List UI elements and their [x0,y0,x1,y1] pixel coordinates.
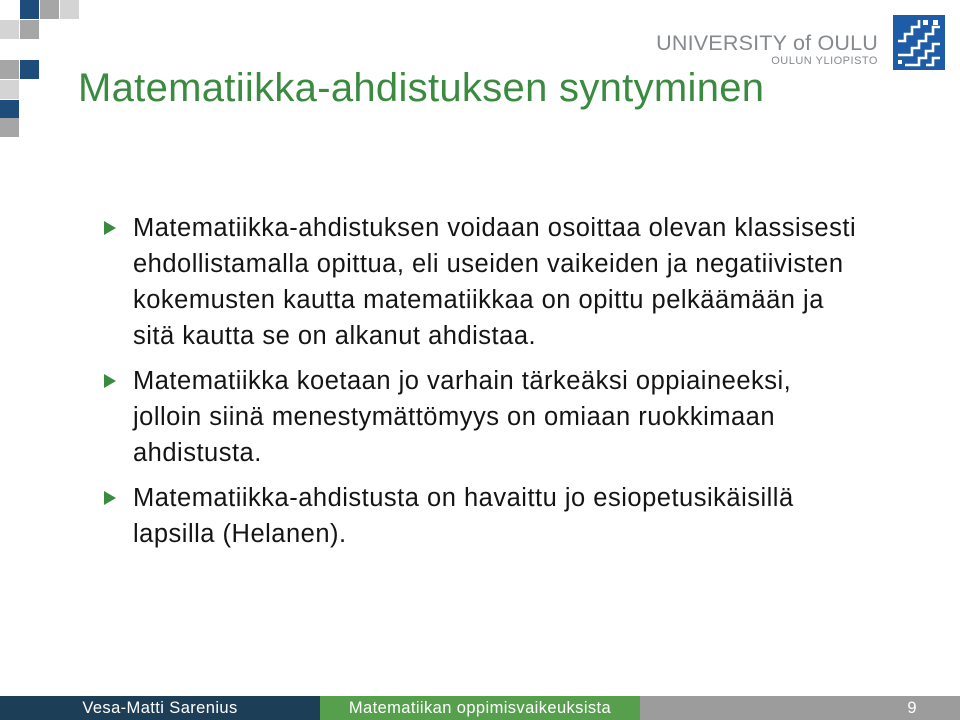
decor-square [20,0,39,19]
bullet-line: Matematiikka koetaan jo varhain tärkeäksi oppiaineeksi, [133,367,792,395]
university-of-oulu-logo-icon [893,15,945,70]
bullet-line: lapsilla (Helanen). [133,520,347,548]
bullet-line: sitä kautta se on alkanut ahdistaa. [133,322,537,350]
footer-author: Vesa-Matti Sarenius [0,696,320,720]
bullet-item [0,210,960,354]
bullet-list [0,210,960,561]
bullet-item [0,363,960,471]
triangle-bullet-icon [104,221,116,235]
decor-square [40,0,59,19]
university-wordmark [656,31,878,67]
decor-square [60,0,79,19]
decor-square [0,118,19,137]
bullet-item [0,480,960,552]
university-name-finnish: OULUN YLIOPISTO [771,55,878,67]
footer [0,696,960,720]
decorative-square-pattern [0,0,80,140]
decor-square [20,20,39,39]
bullet-line: Matematiikka-ahdistuksen voidaan osoittaa olevan klassisesti [133,214,857,242]
decor-square [0,20,19,39]
university-name: UNIVERSITY of OULU [656,31,878,55]
bullet-line: jolloin siinä menestymättömyys on omiaan ruokkimaan [133,403,776,431]
footer-talk-title: Matematiikan oppimisvaikeuksista [320,696,640,720]
triangle-bullet-icon [104,374,116,388]
slide-title: Matematiikka-ahdistuksen syntyminen [78,66,765,110]
decor-square [20,60,39,79]
decor-square [0,100,19,119]
footer-page-number: 9 [640,696,960,720]
decor-square [0,80,19,99]
decor-square [0,60,19,79]
bullet-line: ehdollistamalla opittua, eli useiden vaikeiden ja negatiivisten [133,250,844,278]
bullet-line: kokemusten kautta matematiikkaa on opittu pelkäämään ja [133,286,824,314]
bullet-line: ahdistusta. [133,439,262,467]
bullet-line: Matematiikka-ahdistusta on havaittu jo esiopetusikäisillä [133,484,794,512]
triangle-bullet-icon [104,491,116,505]
